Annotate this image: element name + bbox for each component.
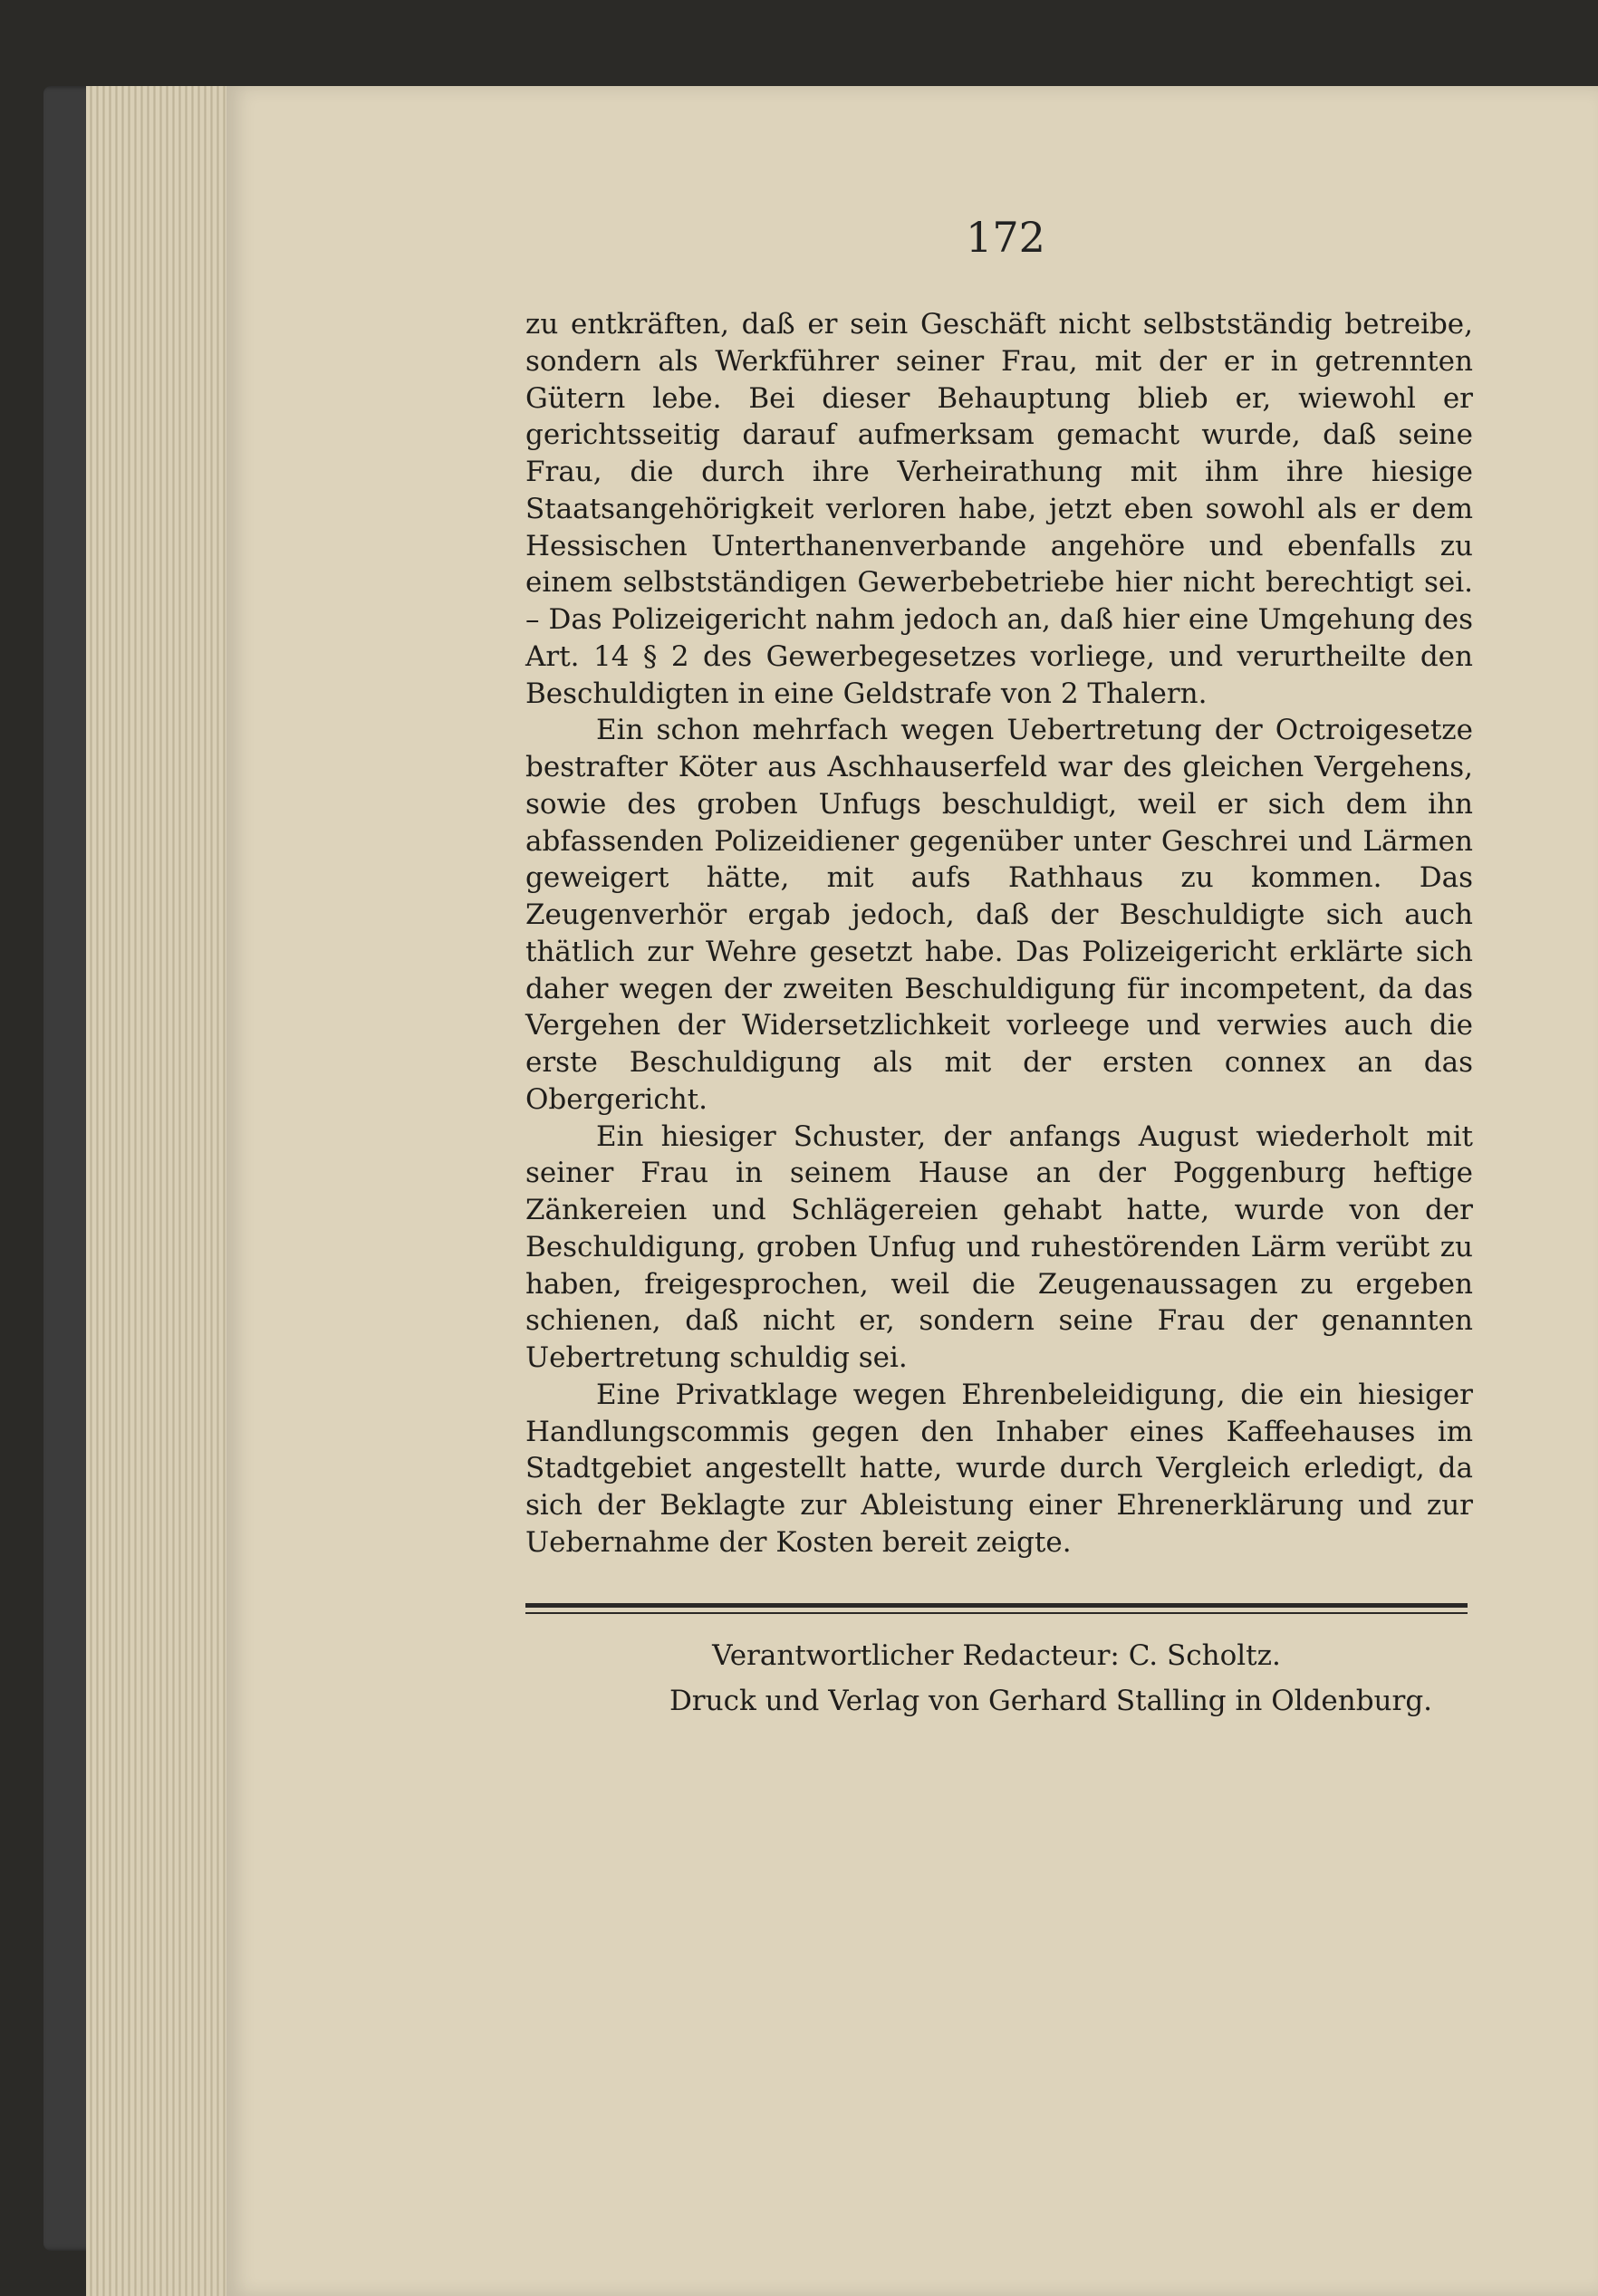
paragraph-4: Eine Privatklage wegen Ehrenbeleidigung, die ein hiesiger Handlungscommis gegen den Inhaber eines Kaffeehauses im Stadtgebiet angestellt hatte, wurde durch Vergleich erledigt, da sich der Beklagte zur Ableistung einer Ehrenerklärung und zur Uebernahme der Kosten bereit zeigte. <box>525 1378 1473 1559</box>
page-number: 172 <box>966 213 1045 262</box>
article-body <box>525 306 1473 1561</box>
paragraph-1: zu entkräften, daß er sein Geschäft nicht selbstständig betreibe, sondern als Werkführer seiner Frau, mit der er in getrennten Gütern lebe. Bei dieser Behauptung blieb er, wiewohl er gerichtsseitig darauf aufmerksam gemacht wurde, daß seine Frau, die durch ihre Verheirathung mit ihm ihre hiesige Staatsangehörigkeit verloren habe, jetzt eben sowohl als er dem Hessischen Unterthanenverbande angehöre und ebenfalls zu einem selbstständigen Gewerbebetriebe hier nicht berechtigt sei. – Das Polizeigericht nahm jedoch an, daß hier eine Umgehung des Art. 14 § 2 des Gewerbegesetzes vorliege, und verurtheilte den Beschuldigten in eine Geldstrafe von 2 Thalern. <box>525 308 1473 710</box>
paragraph-3: Ein hiesiger Schuster, der anfangs August wiederholt mit seiner Frau in seinem Hause an der Poggenburg heftige Zänkereien und Schlägereien gehabt hatte, wurde von der Beschuldigung, groben Unfug und ruhestörenden Lärm verübt zu haben, freigesprochen, weil die Zeugenaussagen zu ergeben schienen, daß nicht er, sondern seine Frau der genannten Uebertretung schuldig sei. <box>525 1119 1473 1374</box>
paragraph-2: Ein schon mehrfach wegen Uebertretung der Octroigesetze bestrafter Köter aus Aschhauserfeld war des gleichen Vergehens, sowie des groben Unfugs beschuldigt, weil er sich dem ihn abfassenden Polizeidiener gegenüber unter Geschrei und Lärmen geweigert hätte, mit aufs Rathhaus zu kommen. Das Zeugenverhör ergab jedoch, daß der Beschuldigte sich auch thätlich zur Wehre gesetzt habe. Das Polizeigericht erklärte sich daher wegen der zweiten Beschuldigung für incompetent, da das Vergehen der Widersetzlichkeit vorleege und verwies auch die erste Beschuldigung als mit der ersten connex an das Obergericht. <box>525 714 1473 1116</box>
double-rule-thin <box>525 1612 1468 1614</box>
editor-line: Verantwortlicher Redacteur: C. Scholtz. <box>712 1639 1281 1672</box>
double-rule-thick <box>525 1603 1468 1608</box>
publisher-line: Druck und Verlag von Gerhard Stalling in Oldenburg. <box>669 1685 1433 1717</box>
